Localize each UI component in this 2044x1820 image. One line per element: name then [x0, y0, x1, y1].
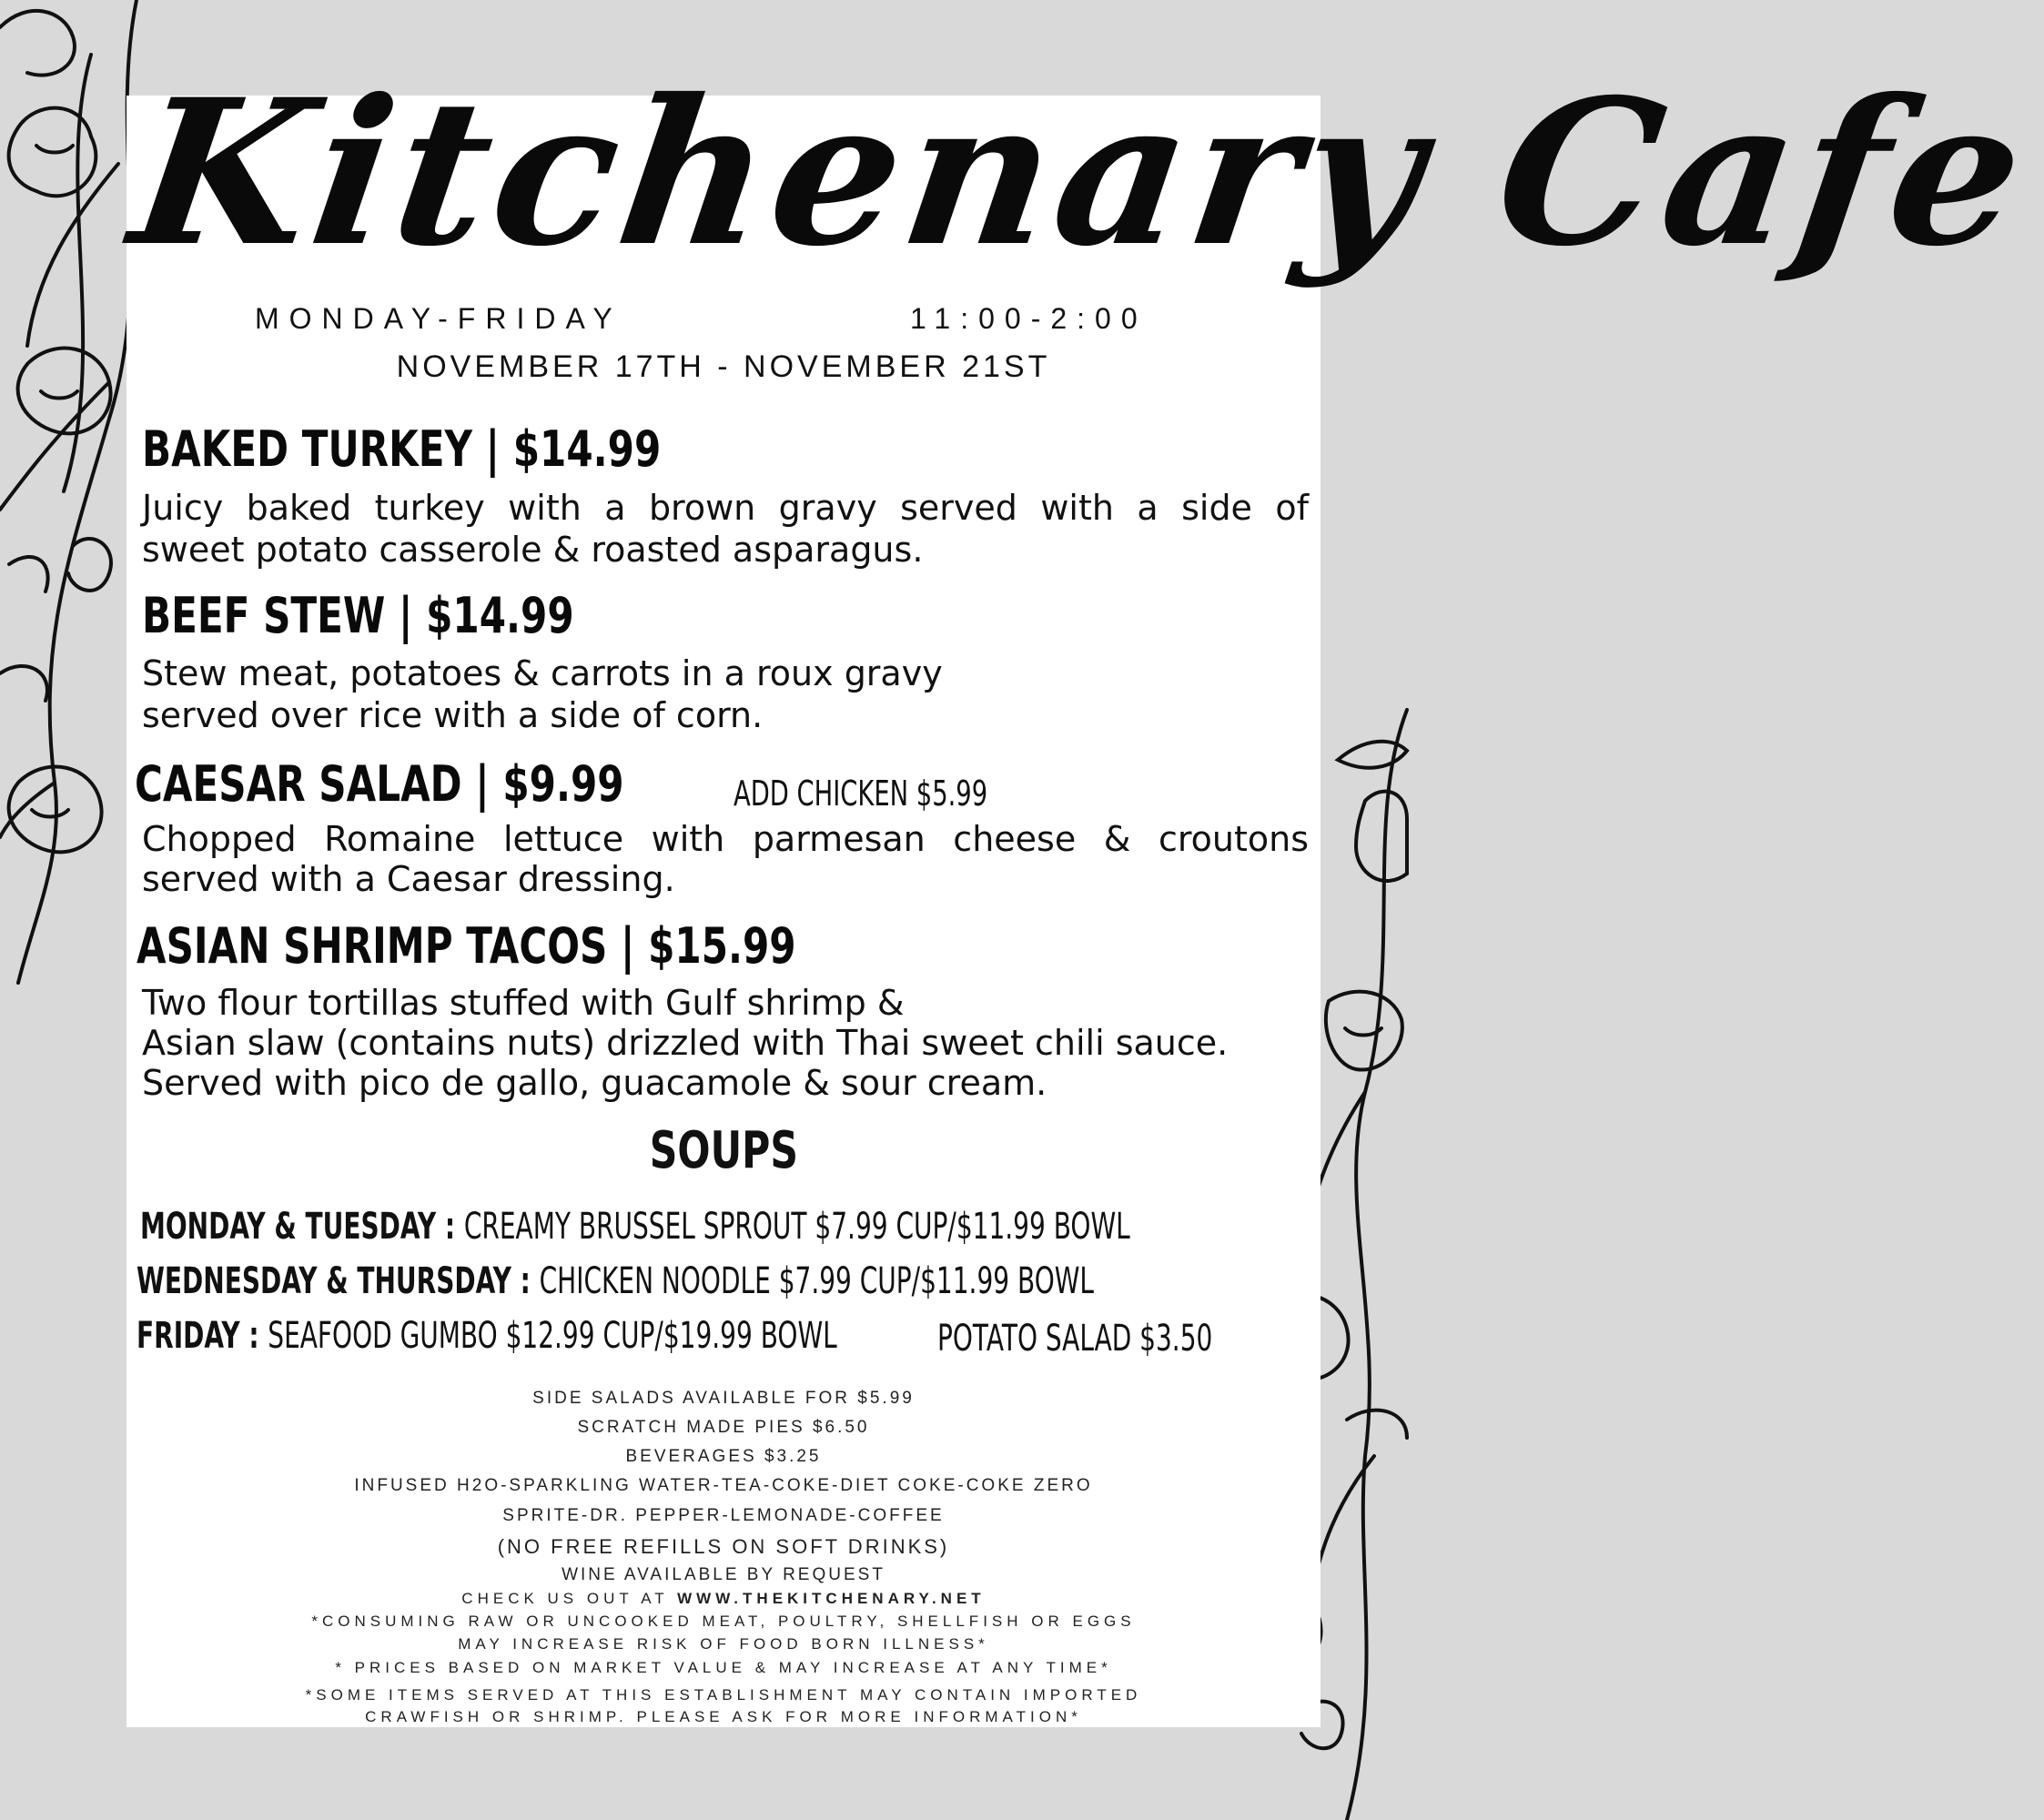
soups-heading — [126, 1121, 1321, 1180]
menu-item-description: sweet potato casserole & roasted asparagus. — [142, 530, 924, 570]
menu-item-description: served over rice with a side of corn. — [142, 695, 764, 735]
menu-item-description: Two flour tortillas stuffed with Gulf shrimp & — [142, 983, 905, 1023]
menu-item-description: Chopped Romaine lettuce with parmesan cheese & croutons — [142, 819, 1309, 859]
disclaimer-line: MAY INCREASE RISK OF FOOD BORN ILLNESS* — [458, 1635, 989, 1653]
website-prefix: CHECK US OUT AT — [461, 1590, 678, 1607]
menu-item-title: CAESAR SALAD | $9.99 — [135, 755, 624, 813]
soup-row-wed-thu — [137, 1260, 1094, 1302]
menu-item-description: Served with pico de gallo, guacamole & sour cream. — [142, 1063, 1047, 1103]
soup-description: SEAFOOD GUMBO $12.99 CUP/$19.99 BOWL — [268, 1315, 837, 1357]
menu-item-title: BAKED TURKEY | $14.99 — [142, 420, 662, 478]
website-line — [126, 1590, 1321, 1608]
soup-row-mon-tue — [140, 1206, 1130, 1248]
footer-line: INFUSED H2O-SPARKLING WATER-TEA-COKE-DIET COKE-COKE ZERO — [354, 1476, 1093, 1495]
menu-item-description: Asian slaw (contains nuts) drizzled with Thai sweet chili sauce. — [142, 1023, 1229, 1063]
footer-line: SIDE SALADS AVAILABLE FOR $5.99 — [532, 1389, 915, 1408]
footer-line: SPRITE-DR. PEPPER-LEMONADE-COFFEE — [502, 1506, 945, 1525]
service-hours: 11:00-2:00 — [910, 302, 1148, 335]
add-chicken-option: ADD CHICKEN $5.99 — [734, 774, 988, 814]
disclaimer-line: *CONSUMING RAW OR UNCOOKED MEAT, POULTRY, SHELLFISH OR EGGS — [311, 1613, 1136, 1630]
footer-line: (NO FREE REFILLS ON SOFT DRINKS) — [497, 1535, 950, 1558]
soup-days: FRIDAY : — [137, 1315, 268, 1357]
service-days: MONDAY-FRIDAY — [255, 302, 622, 335]
disclaimer-line: *SOME ITEMS SERVED AT THIS ESTABLISHMENT MAY CONTAIN IMPORTED — [305, 1686, 1142, 1704]
disclaimer-line: CRAWFISH OR SHRIMP. PLEASE ASK FOR MORE INFORMATION* — [365, 1708, 1082, 1725]
footer-line: SCRATCH MADE PIES $6.50 — [577, 1418, 870, 1437]
menu-item-description: Stew meat, potatoes & carrots in a roux gravy — [142, 653, 943, 693]
cafe-title: Kitchenary Cafe — [119, 55, 2042, 290]
menu-item-title: BEEF STEW | $14.99 — [142, 587, 574, 644]
website-link[interactable]: WWW.THEKITCHENARY.NET — [677, 1590, 986, 1607]
menu-item-description: served with a Caesar dressing. — [142, 859, 675, 899]
soup-description: CHICKEN NOODLE $7.99 CUP/$11.99 BOWL — [539, 1260, 1095, 1302]
soup-description: CREAMY BRUSSEL SPROUT $7.99 CUP/$11.99 BOWL — [463, 1206, 1130, 1248]
footer-line: WINE AVAILABLE BY REQUEST — [562, 1565, 885, 1584]
menu-dates: NOVEMBER 17TH - NOVEMBER 21ST — [396, 349, 1051, 384]
soup-days: WEDNESDAY & THURSDAY : — [137, 1260, 540, 1302]
soup-row-fri — [137, 1315, 837, 1357]
potato-salad-price: POTATO SALAD $3.50 — [937, 1318, 1213, 1360]
soup-days: MONDAY & TUESDAY : — [140, 1206, 464, 1248]
menu-item-description: Juicy baked turkey with a brown gravy served with a side of — [142, 488, 1309, 528]
footer-line: BEVERAGES $3.25 — [625, 1447, 822, 1466]
menu-item-title: ASIAN SHRIMP TACOS | $15.99 — [137, 917, 796, 975]
disclaimer-line: * PRICES BASED ON MARKET VALUE & MAY INCREASE AT ANY TIME* — [335, 1659, 1112, 1676]
soups-heading-label: SOUPS — [649, 1121, 798, 1180]
